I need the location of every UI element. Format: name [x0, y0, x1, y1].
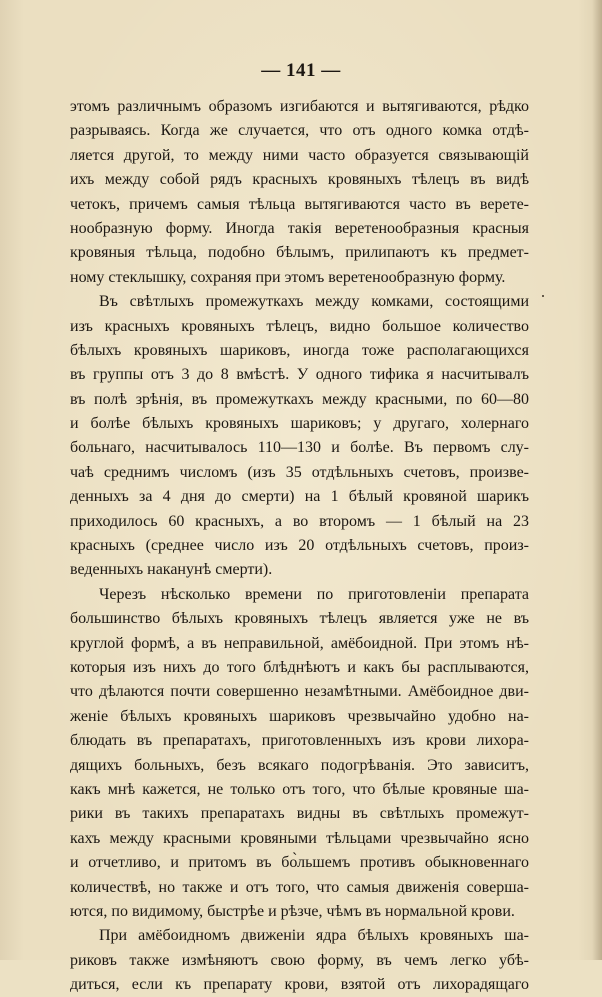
text-line: приходилось 60 красныхъ, а во второмъ — 1 бѣлый на 23	[70, 512, 529, 530]
text-line: веденныхъ наканунѣ смерти).	[70, 561, 273, 579]
text-line: ются, по видимому, быстрѣе и рѣзче, чѣмъ въ нормальной крови.	[70, 902, 515, 920]
text-line: этомъ различнымъ образомъ изгибаются и вытягиваются, рѣдко	[70, 98, 529, 115]
text-line: бѣлыхъ кровяныхъ шариковъ, иногда тоже располагающихся	[70, 341, 529, 359]
text-line: больнаго, насчитывалось 110—130 и болѣе. Въ первомъ слу-	[70, 439, 529, 457]
text-line: кахъ между красными кровяными тѣльцами чрезвычайно ясно	[70, 829, 529, 847]
text-line: что дѣлаются почти совершенно незамѣтными. Амёбоидное дви-	[70, 683, 529, 701]
text-line: четокъ, причемъ самыя тѣльца вытягиваются часто въ верете-	[70, 195, 529, 213]
text-line: и болѣе бѣлыхъ кровяныхъ шариковъ; у другаго, холернаго	[70, 415, 529, 433]
text-line: дящихъ больныхъ, безъ всякаго подогрѣванія. Это зависитъ,	[70, 756, 529, 774]
page-edge-shadow	[592, 0, 602, 960]
text-line: риковъ также измѣняютъ свою форму, въ чемъ легко убѣ-	[70, 951, 529, 969]
page-number: — 141 —	[261, 60, 341, 81]
text-line: При амёбоидномъ движеніи ядра бѣлыхъ кровяныхъ ша-	[99, 927, 529, 945]
text-line: денныхъ за 4 дня до смерти) на 1 бѣлый кровяной шарикъ	[70, 488, 529, 506]
text-line: которыя изъ нихъ до того блѣднѣютъ и какъ бы расплываются,	[70, 658, 529, 676]
text-line: женіе бѣлыхъ кровяныхъ шариковъ чрезвычайно удобно на-	[70, 707, 529, 725]
text-line: ному стеклышку, сохраняя при этомъ веретенообразную форму.	[70, 268, 506, 286]
text-line: количествѣ, но также и отъ того, что самыя движенія соверша-	[70, 878, 529, 896]
body-text	[70, 95, 529, 997]
text-line: изъ красныхъ кровяныхъ тѣлецъ, видно большое количество	[70, 317, 529, 335]
text-line: кровяныя тѣльца, подобно бѣлымъ, прилипаютъ къ предмет-	[70, 244, 529, 262]
text-line: ляется другой, то между ними часто образуется связывающій	[70, 146, 529, 164]
text-line: диться, если къ препарату крови, взятой отъ лихорадящаго	[70, 976, 529, 994]
text-line: Въ свѣтлыхъ промежуткахъ между комками, состоящими	[99, 293, 529, 311]
text-line: разрываясь. Когда же случается, что отъ одного комка отдѣ-	[70, 122, 529, 140]
text-line: какъ мнѣ кажется, не только отъ того, что бѣлые кровяные ша-	[70, 780, 529, 798]
text-line: въ полѣ зрѣнія, въ промежуткахъ между красными, по 60—80	[70, 390, 529, 408]
text-line: красныхъ (среднее число изъ 20 отдѣльныхъ счетовъ, произ-	[70, 537, 529, 555]
text-line: ихъ между собой рядъ красныхъ кровяныхъ тѣлецъ въ видѣ	[70, 171, 529, 189]
text-line: рики въ такихъ препаратахъ видны въ свѣтлыхъ промежут-	[70, 805, 529, 823]
text-line: блюдать въ препаратахъ, приготовленныхъ изъ крови лихора-	[70, 732, 529, 750]
text-line: и отчетливо, и притомъ въ бо̀льшемъ противъ обыкновеннаго	[70, 854, 529, 872]
text-line: Черезъ нѣсколько времени по приготовленіи препарата	[99, 585, 529, 603]
text-line: нообразную форму. Иногда такія веретенообразныя красныя	[70, 219, 529, 237]
ink-speck	[542, 295, 544, 297]
text-line: чаѣ среднимъ числомъ (изъ 35 отдѣльныхъ счетовъ, произве-	[70, 463, 529, 481]
text-line: круглой формѣ, а въ неправильной, амёбоидной. При этомъ нѣ-	[70, 634, 529, 652]
text-line: въ группы отъ 3 до 8 вмѣстѣ. У одного тифика я насчитывалъ	[70, 366, 529, 384]
text-line: большинство бѣлыхъ кровяныхъ тѣлецъ является уже не въ	[70, 610, 529, 628]
